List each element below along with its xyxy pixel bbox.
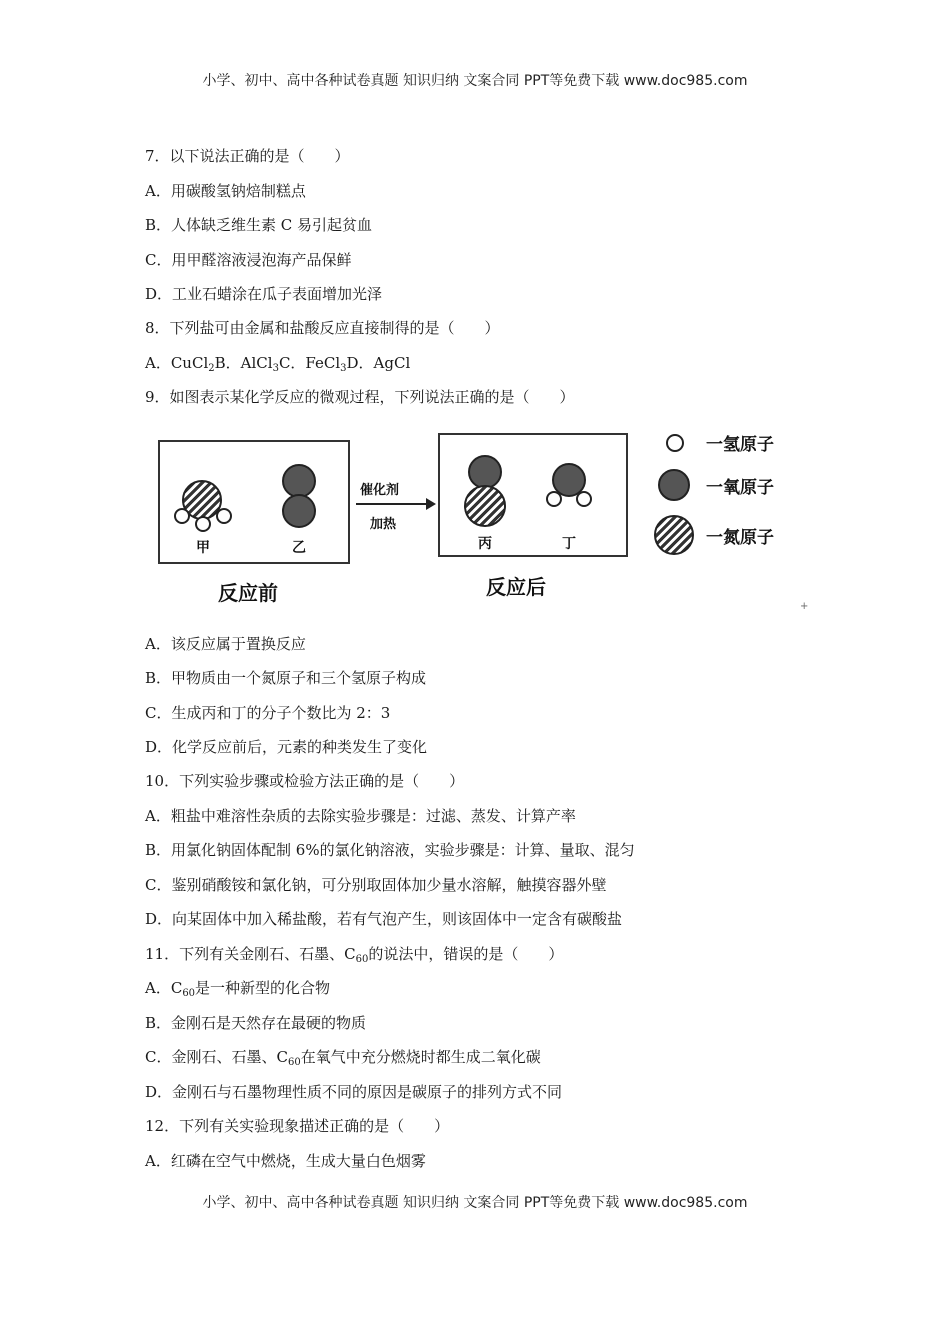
plus-mark: +: [800, 601, 809, 612]
hydrogen-atom: [546, 491, 562, 507]
q10-option-a: A．粗盐中难溶性杂质的去除实验步骤是：过滤、蒸发、计算产率: [145, 807, 576, 825]
q11-option-c: C．金刚石、石墨、$C_{60}$在氧气中充分燃烧时都生成二氧化碳: [145, 1048, 541, 1068]
legend-hydrogen-icon: [666, 434, 684, 452]
hydrogen-atom: [174, 508, 190, 524]
legend-nitrogen-icon: [654, 515, 694, 555]
q8-stem: 8．下列盐可由金属和盐酸反应直接制得的是（ ）: [145, 319, 500, 337]
header-banner: 小学、初中、高中各种试卷真题 知识归纳 文案合同 PPT等免费下载 www.doc985.com: [202, 73, 748, 89]
condition-catalyst: 催化剂: [360, 483, 400, 498]
q10-option-b: B．用氯化钠固体配制 6%的氯化钠溶液，实验步骤是：计算、量取、混匀: [145, 841, 635, 859]
oxygen-atom: [468, 455, 502, 489]
label-jia: 甲: [196, 540, 210, 556]
hydrogen-atom: [576, 491, 592, 507]
q8-options: [145, 353, 410, 373]
q10-stem: 10．下列实验步骤或检验方法正确的是（ ）: [145, 772, 465, 790]
q9-option-a: A．该反应属于置换反应: [145, 635, 306, 653]
q7-option-a: A．用碳酸氢钠焙制糕点: [145, 182, 306, 200]
q11-stem: 11．下列有关金刚石、石墨、$C_{60}$的说法中，错误的是（ ）: [145, 945, 564, 965]
legend-oxygen: 一氧原子: [706, 478, 774, 498]
footer-banner: 小学、初中、高中各种试卷真题 知识归纳 文案合同 PPT等免费下载 www.doc985.com: [202, 1195, 748, 1211]
q12-stem: 12．下列有关实验现象描述正确的是（ ）: [145, 1117, 450, 1135]
nitrogen-atom: [464, 485, 506, 527]
hydrogen-atom: [216, 508, 232, 524]
reaction-diagram: [150, 425, 810, 610]
label-bing: 丙: [478, 536, 492, 552]
q10-option-c: C．鉴别硝酸铵和氯化钠，可分别取固体加少量水溶解，触摸容器外壁: [145, 876, 607, 894]
q11-option-b: B．金刚石是天然存在最硬的物质: [145, 1014, 367, 1032]
label-ding: 丁: [562, 536, 576, 552]
q7-option-b: B．人体缺乏维生素 C 易引起贫血: [145, 216, 373, 234]
oxygen-atom: [282, 464, 316, 498]
legend-nitrogen: 一氮原子: [706, 528, 774, 548]
after-box: [438, 433, 628, 557]
q11-option-d: D．金刚石与石墨物理性质不同的原因是碳原子的排列方式不同: [145, 1083, 563, 1101]
q7-option-c: C．用甲醛溶液浸泡海产品保鲜: [145, 251, 352, 269]
legend-oxygen-icon: [658, 469, 690, 501]
oxygen-atom: [282, 494, 316, 528]
before-box: [158, 440, 350, 564]
q10-option-d: D．向某固体中加入稀盐酸，若有气泡产生，则该固体中一定含有碳酸盐: [145, 910, 623, 928]
q8-option-c: C．FeCl$_3$: [278, 354, 347, 374]
label-yi: 乙: [292, 540, 306, 556]
caption-before: 反应前: [218, 581, 278, 605]
arrow-head-icon: [426, 498, 436, 510]
q11-option-a: A．$C_{60}$是一种新型的化合物: [145, 979, 331, 999]
hydrogen-atom: [195, 516, 211, 532]
q9-option-d: D．化学反应前后，元素的种类发生了变化: [145, 738, 428, 756]
q9-stem: 9．如图表示某化学反应的微观过程，下列说法正确的是（ ）: [145, 388, 575, 406]
q9-option-b: B．甲物质由一个氮原子和三个氢原子构成: [145, 669, 427, 687]
legend-hydrogen: 一氢原子: [706, 435, 774, 455]
q8-option-a: A．CuCl$_2$: [145, 354, 215, 374]
caption-after: 反应后: [486, 575, 546, 599]
q7-option-d: D．工业石蜡涂在瓜子表面增加光泽: [145, 285, 383, 303]
q8-option-d: D．AgCl: [346, 354, 411, 372]
q12-option-a: A．红磷在空气中燃烧，生成大量白色烟雾: [145, 1152, 426, 1170]
q7-stem: 7．以下说法正确的是（ ）: [145, 147, 350, 165]
reaction-arrow: [356, 503, 428, 505]
condition-heat: 加热: [370, 517, 397, 532]
q8-option-b: B．AlCl$_3$: [214, 354, 279, 374]
q9-option-c: C．生成丙和丁的分子个数比为 2：3: [145, 704, 391, 722]
